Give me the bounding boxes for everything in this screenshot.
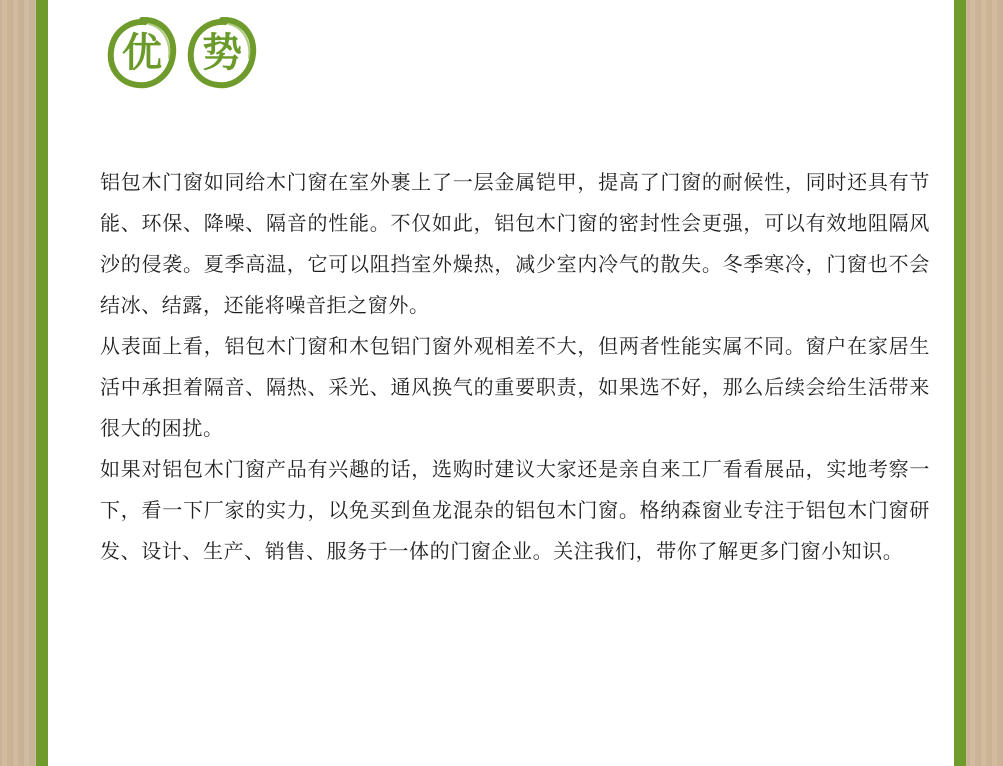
paragraph: 如果对铝包木门窗产品有兴趣的话，选购时建议大家还是亲自来工厂看看展品，实地考察一下，看一下厂家的实力，以免买到鱼龙混杂的铝包木门窗。格纳森窗业专注于铝包木门窗研发、设计、生产、销售、服务于一体的门窗企业。关注我们，带你了解更多门窗小知识。 bbox=[100, 457, 930, 563]
heading-badges bbox=[105, 14, 259, 94]
heading-badge-char: 势 bbox=[202, 29, 242, 76]
article-body bbox=[100, 162, 930, 572]
paragraph: 铝包木门窗如同给木门窗在室外裹上了一层金属铠甲，提高了门窗的耐候性，同时还具有节能、环保、降噪、隔音的性能。不仅如此，铝包木门窗的密封性会更强，可以有效地阻隔风沙的侵袭。夏季高温，它可以阻挡室外燥热，减少室内冷气的散失。冬季寒冷，门窗也不会结冰、结露，还能将噪音拒之窗外。 bbox=[100, 170, 930, 317]
heading-badge-char: 优 bbox=[122, 29, 162, 76]
content-panel bbox=[36, 0, 966, 766]
heading-badge-2 bbox=[185, 14, 259, 92]
paragraph: 从表面上看，铝包木门窗和木包铝门窗外观相差不大，但两者性能实属不同。窗户在家居生活中承担着隔音、隔热、采光、通风换气的重要职责，如果选不好，那么后续会给生活带来很大的困扰。 bbox=[100, 334, 930, 440]
heading-badge-1 bbox=[105, 14, 179, 92]
